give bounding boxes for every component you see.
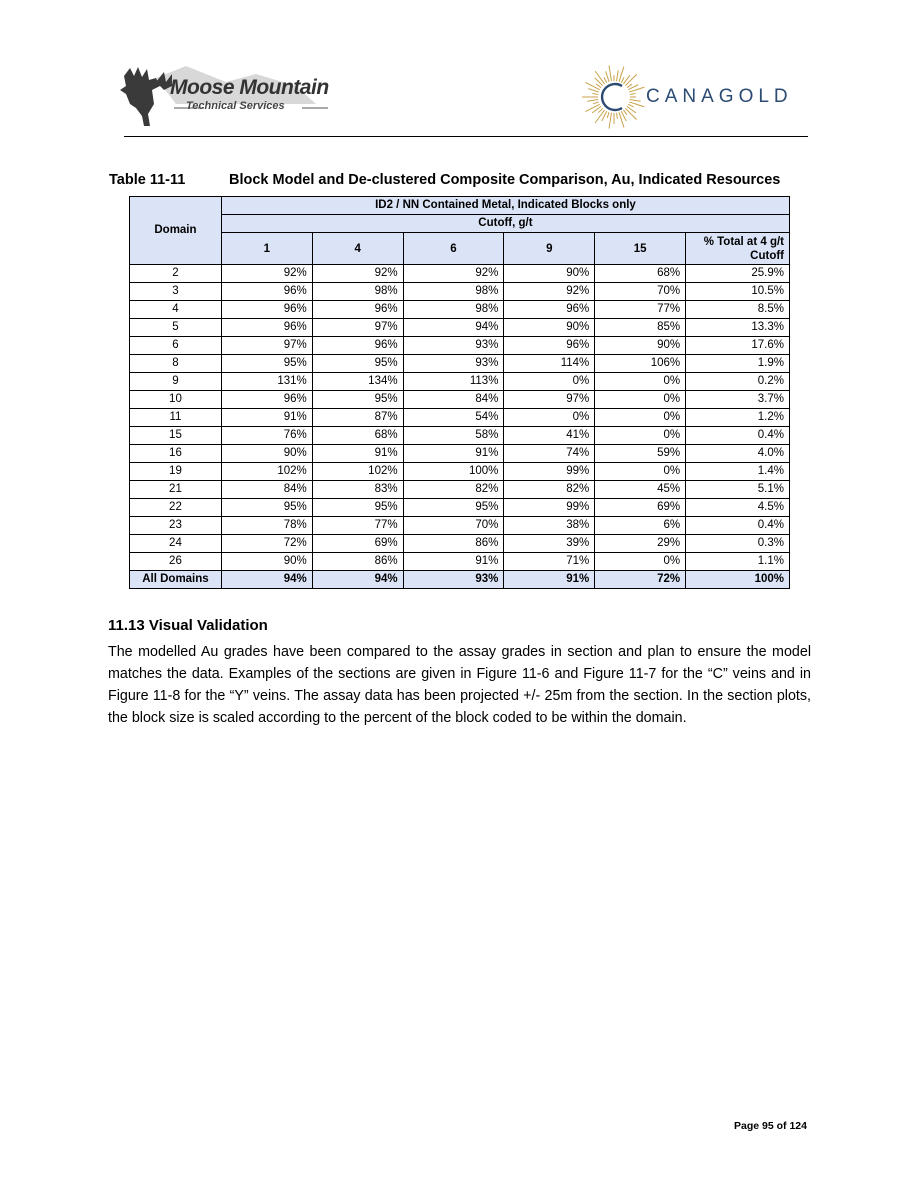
value-cell: 96% xyxy=(221,391,312,409)
value-cell: 114% xyxy=(504,355,595,373)
value-cell: 87% xyxy=(312,409,403,427)
value-cell: 93% xyxy=(403,355,504,373)
value-cell: 94% xyxy=(221,571,312,589)
column-header: % Total at 4 g/t Cutoff xyxy=(686,233,790,265)
value-cell: 97% xyxy=(312,319,403,337)
value-cell: 72% xyxy=(595,571,686,589)
value-cell: 131% xyxy=(221,373,312,391)
domain-cell: 8 xyxy=(130,355,222,373)
value-cell: 95% xyxy=(312,355,403,373)
value-cell: 70% xyxy=(595,283,686,301)
value-cell: 90% xyxy=(221,553,312,571)
column-header: 6 xyxy=(403,233,504,265)
value-cell: 4.5% xyxy=(686,499,790,517)
value-cell: 99% xyxy=(504,499,595,517)
value-cell: 91% xyxy=(403,445,504,463)
value-cell: 102% xyxy=(312,463,403,481)
value-cell: 102% xyxy=(221,463,312,481)
page-header xyxy=(0,0,918,140)
value-cell: 0.2% xyxy=(686,373,790,391)
value-cell: 106% xyxy=(595,355,686,373)
value-cell: 96% xyxy=(221,283,312,301)
value-cell: 95% xyxy=(403,499,504,517)
value-cell: 96% xyxy=(504,301,595,319)
value-cell: 86% xyxy=(312,553,403,571)
table-row xyxy=(130,319,790,337)
value-cell: 68% xyxy=(595,265,686,283)
value-cell: 1.4% xyxy=(686,463,790,481)
value-cell: 98% xyxy=(403,301,504,319)
value-cell: 100% xyxy=(686,571,790,589)
table-row xyxy=(130,427,790,445)
domain-cell: 23 xyxy=(130,517,222,535)
value-cell: 74% xyxy=(504,445,595,463)
value-cell: 90% xyxy=(504,265,595,283)
domain-cell: 24 xyxy=(130,535,222,553)
value-cell: 92% xyxy=(403,265,504,283)
value-cell: 41% xyxy=(504,427,595,445)
value-cell: 0.4% xyxy=(686,427,790,445)
table-title: Block Model and De-clustered Composite Comparison, Au, Indicated Resources xyxy=(229,172,781,188)
domain-cell: All Domains xyxy=(130,571,222,589)
value-cell: 0% xyxy=(504,373,595,391)
value-cell: 10.5% xyxy=(686,283,790,301)
value-cell: 0% xyxy=(595,427,686,445)
column-header: 4 xyxy=(312,233,403,265)
value-cell: 45% xyxy=(595,481,686,499)
table-row xyxy=(130,463,790,481)
table-body xyxy=(130,265,790,589)
value-cell: 91% xyxy=(221,409,312,427)
value-cell: 4.0% xyxy=(686,445,790,463)
value-cell: 0% xyxy=(595,463,686,481)
domain-cell: 3 xyxy=(130,283,222,301)
value-cell: 93% xyxy=(403,571,504,589)
value-cell: 99% xyxy=(504,463,595,481)
value-cell: 83% xyxy=(312,481,403,499)
value-cell: 38% xyxy=(504,517,595,535)
domain-cell: 4 xyxy=(130,301,222,319)
value-cell: 78% xyxy=(221,517,312,535)
table-row xyxy=(130,391,790,409)
value-cell: 0% xyxy=(595,409,686,427)
table-row xyxy=(130,499,790,517)
value-cell: 84% xyxy=(221,481,312,499)
value-cell: 98% xyxy=(403,283,504,301)
value-cell: 90% xyxy=(595,337,686,355)
value-cell: 3.7% xyxy=(686,391,790,409)
total-row xyxy=(130,571,790,589)
column-header: 9 xyxy=(504,233,595,265)
value-cell: 90% xyxy=(221,445,312,463)
section-heading: 11.13 Visual Validation xyxy=(108,617,268,634)
value-cell: 70% xyxy=(403,517,504,535)
value-cell: 0% xyxy=(504,409,595,427)
value-cell: 76% xyxy=(221,427,312,445)
value-cell: 77% xyxy=(595,301,686,319)
value-cell: 69% xyxy=(312,535,403,553)
table-row xyxy=(130,409,790,427)
value-cell: 92% xyxy=(312,265,403,283)
value-cell: 95% xyxy=(221,499,312,517)
page-number: Page 95 of 124 xyxy=(734,1120,807,1132)
value-cell: 95% xyxy=(221,355,312,373)
value-cell: 82% xyxy=(403,481,504,499)
moose-mountain-name: Moose Mountain xyxy=(170,76,329,99)
canagold-name: CANAGOLD xyxy=(646,86,793,107)
value-cell: 93% xyxy=(403,337,504,355)
value-cell: 0% xyxy=(595,373,686,391)
value-cell: 100% xyxy=(403,463,504,481)
value-cell: 86% xyxy=(403,535,504,553)
table-row xyxy=(130,535,790,553)
value-cell: 17.6% xyxy=(686,337,790,355)
value-cell: 96% xyxy=(504,337,595,355)
domain-cell: 19 xyxy=(130,463,222,481)
moose-mountain-logo xyxy=(116,64,346,130)
table-row xyxy=(130,481,790,499)
value-cell: 39% xyxy=(504,535,595,553)
value-cell: 1.2% xyxy=(686,409,790,427)
table-row xyxy=(130,283,790,301)
sunburst-icon xyxy=(582,62,646,132)
value-cell: 91% xyxy=(403,553,504,571)
comparison-table xyxy=(129,196,790,589)
value-cell: 96% xyxy=(312,337,403,355)
column-header-row xyxy=(130,233,790,265)
value-cell: 92% xyxy=(221,265,312,283)
table-row xyxy=(130,301,790,319)
value-cell: 1.9% xyxy=(686,355,790,373)
table-row xyxy=(130,337,790,355)
value-cell: 77% xyxy=(312,517,403,535)
domain-cell: 6 xyxy=(130,337,222,355)
table-caption xyxy=(109,172,780,188)
group-header: ID2 / NN Contained Metal, Indicated Blocks only xyxy=(221,197,789,215)
domain-cell: 5 xyxy=(130,319,222,337)
domain-cell: 9 xyxy=(130,373,222,391)
cutoff-header: Cutoff, g/t xyxy=(221,215,789,233)
value-cell: 85% xyxy=(595,319,686,337)
value-cell: 59% xyxy=(595,445,686,463)
moose-mountain-subtitle: Technical Services xyxy=(186,100,285,112)
domain-header: Domain xyxy=(130,197,222,265)
value-cell: 0.4% xyxy=(686,517,790,535)
header-divider xyxy=(124,136,808,137)
domain-cell: 2 xyxy=(130,265,222,283)
domain-cell: 15 xyxy=(130,427,222,445)
value-cell: 96% xyxy=(221,319,312,337)
value-cell: 92% xyxy=(504,283,595,301)
value-cell: 97% xyxy=(221,337,312,355)
value-cell: 25.9% xyxy=(686,265,790,283)
domain-cell: 26 xyxy=(130,553,222,571)
table-header xyxy=(130,197,790,265)
value-cell: 98% xyxy=(312,283,403,301)
table-row xyxy=(130,355,790,373)
table-row xyxy=(130,553,790,571)
value-cell: 69% xyxy=(595,499,686,517)
value-cell: 54% xyxy=(403,409,504,427)
value-cell: 97% xyxy=(504,391,595,409)
value-cell: 134% xyxy=(312,373,403,391)
value-cell: 91% xyxy=(504,571,595,589)
column-header: 1 xyxy=(221,233,312,265)
value-cell: 29% xyxy=(595,535,686,553)
value-cell: 71% xyxy=(504,553,595,571)
column-header: 15 xyxy=(595,233,686,265)
table-row xyxy=(130,265,790,283)
value-cell: 6% xyxy=(595,517,686,535)
value-cell: 90% xyxy=(504,319,595,337)
table-row xyxy=(130,445,790,463)
value-cell: 84% xyxy=(403,391,504,409)
value-cell: 13.3% xyxy=(686,319,790,337)
value-cell: 113% xyxy=(403,373,504,391)
value-cell: 8.5% xyxy=(686,301,790,319)
canagold-logo xyxy=(582,62,812,132)
domain-cell: 16 xyxy=(130,445,222,463)
value-cell: 95% xyxy=(312,391,403,409)
value-cell: 72% xyxy=(221,535,312,553)
value-cell: 82% xyxy=(504,481,595,499)
value-cell: 96% xyxy=(312,301,403,319)
value-cell: 91% xyxy=(312,445,403,463)
domain-cell: 21 xyxy=(130,481,222,499)
value-cell: 94% xyxy=(403,319,504,337)
value-cell: 58% xyxy=(403,427,504,445)
table-row xyxy=(130,373,790,391)
value-cell: 94% xyxy=(312,571,403,589)
domain-cell: 11 xyxy=(130,409,222,427)
value-cell: 68% xyxy=(312,427,403,445)
value-cell: 96% xyxy=(221,301,312,319)
domain-cell: 10 xyxy=(130,391,222,409)
value-cell: 0.3% xyxy=(686,535,790,553)
value-cell: 95% xyxy=(312,499,403,517)
table-number: Table 11-11 xyxy=(109,172,186,188)
domain-cell: 22 xyxy=(130,499,222,517)
table-row xyxy=(130,517,790,535)
value-cell: 0% xyxy=(595,553,686,571)
section-paragraph: The modelled Au grades have been compared to the assay grades in section and plan to ensure the model matches the data. Examples of the sections are given in Figure 11-6 and Figure 11-7 for the “C” veins and in Figure 11-8 for the “Y” veins. The assay data has been projected +/- 25m from the section. In the section plots, the block size is scaled according to the percent of the block coded to be within the domain. xyxy=(108,644,811,726)
value-cell: 0% xyxy=(595,391,686,409)
value-cell: 5.1% xyxy=(686,481,790,499)
value-cell: 1.1% xyxy=(686,553,790,571)
